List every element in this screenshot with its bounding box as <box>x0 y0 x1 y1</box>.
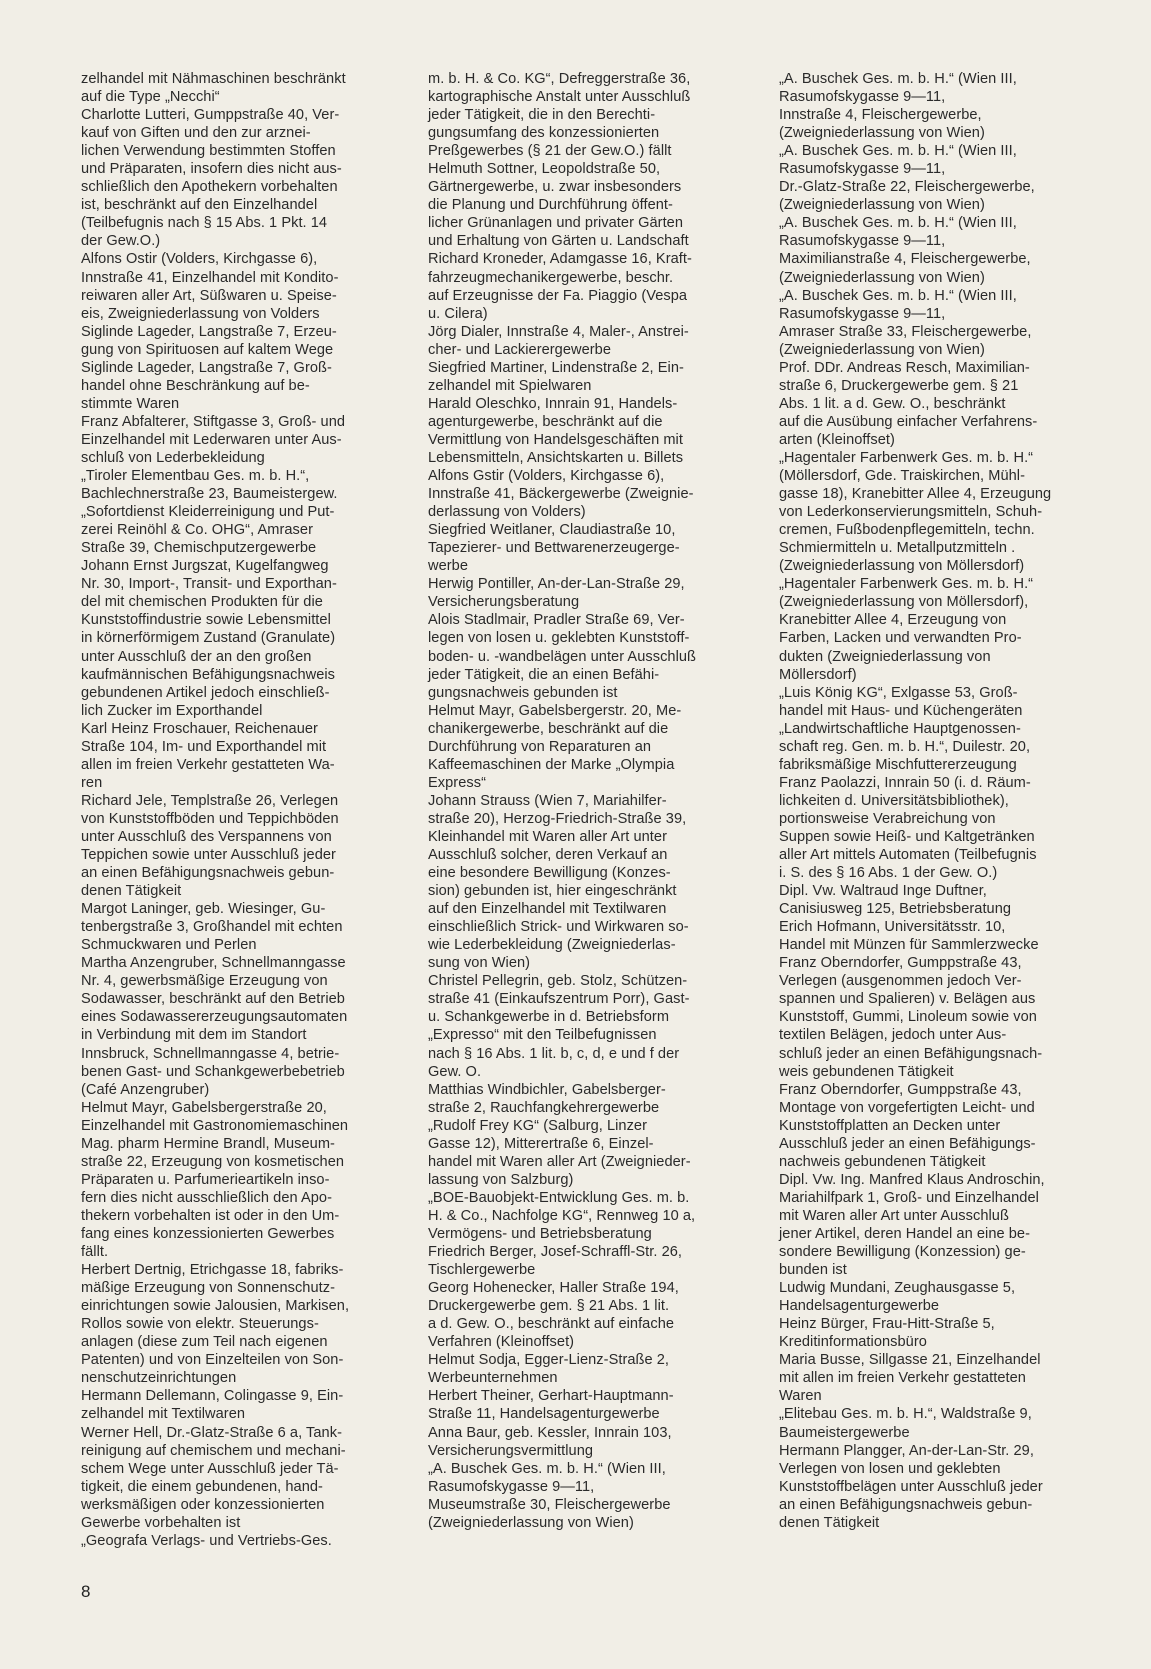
text-line: wie Lederbekleidung (Zweigniederlas- <box>428 937 676 954</box>
text-line: sung von Wien) <box>428 955 531 972</box>
text-line: fahrzeugmechanikergewerbe, beschr. <box>428 269 674 286</box>
text-line: Helmut Mayr, Gabelsbergerstr. 20, Me- <box>428 702 682 719</box>
text-line: Farben, Lacken und verwandten Pro- <box>779 630 1022 647</box>
text-line: Kunststoffindustrie sowie Lebensmittel <box>81 612 331 629</box>
text-line: Charlotte Lutteri, Gumppstraße 40, Ver- <box>81 107 340 124</box>
text-line: Kaffeemaschinen der Marke „Olympia <box>428 756 675 773</box>
text-line: (Zweigniederlassung von Möllersdorf), <box>779 594 1029 611</box>
text-line: lich Zucker im Exporthandel <box>81 702 263 719</box>
text-line: straße 20), Herzog-Friedrich-Straße 39, <box>428 810 687 827</box>
text-line: handel mit Haus- und Küchengeräten <box>779 702 1023 719</box>
text-line: auf die Ausübung einfacher Verfahrens- <box>779 413 1038 430</box>
text-line: kauf von Giften und den zur arznei- <box>81 125 311 142</box>
text-line: Museumstraße 30, Fleischergewerbe <box>428 1496 671 1513</box>
text-line: Heinz Bürger, Frau-Hitt-Straße 5, <box>779 1316 995 1333</box>
text-line: zerei Reinöhl & Co. OHG“, Amraser <box>81 522 313 539</box>
text-line: jeder Tätigkeit, die in den Berechti- <box>428 107 656 124</box>
text-line: Erich Hofmann, Universitätsstr. 10, <box>779 919 1006 936</box>
text-line: benen Gast- und Schankgewerbebetrieb <box>81 1063 345 1080</box>
text-line: mäßige Erzeugung von Sonnenschutz- <box>81 1280 335 1297</box>
text-line: „A. Buschek Ges. m. b. H.“ (Wien III, <box>779 71 1017 87</box>
text-line: Karl Heinz Froschauer, Reichenauer <box>81 720 318 737</box>
text-line: von Lederkonservierungsmitteln, Schuh- <box>779 504 1043 521</box>
text-line: u. Schankgewerbe in d. Betriebsform <box>428 1009 670 1026</box>
text-line: Amraser Straße 33, Fleischergewerbe, <box>779 323 1032 340</box>
text-line: lassung von Salzburg) <box>428 1171 574 1188</box>
text-line: dukten (Zweigniederlassung von <box>779 648 991 665</box>
text-line: a d. Gew. O., beschränkt auf einfache <box>428 1316 675 1333</box>
text-line: straße 22, Erzeugung von kosmetischen <box>81 1153 345 1170</box>
text-line: Innsbruck, Schnellmanngasse 4, betrie- <box>81 1045 340 1062</box>
text-line: tigkeit, die einem gebundenen, hand- <box>81 1478 323 1495</box>
text-line: Montage von vorgefertigten Leicht- und <box>779 1099 1035 1116</box>
text-line: (Zweigniederlassung von Möllersdorf) <box>779 558 1025 575</box>
text-line: werksmäßigen oder konzessionierten <box>81 1496 325 1513</box>
text-line: Schmiermitteln u. Metallputzmitteln . <box>779 540 1016 557</box>
text-line: die Planung und Durchführung öffent- <box>428 197 673 214</box>
text-line: „Elitebau Ges. m. b. H.“, Waldstraße 9, <box>779 1406 1032 1423</box>
text-line: Dr.-Glatz-Straße 22, Fleischergewerbe, <box>779 179 1035 196</box>
text-line: Matthias Windbichler, Gabelsberger- <box>428 1081 666 1098</box>
text-line: Innstraße 41, Bäckergewerbe (Zweignie- <box>428 486 694 503</box>
text-line: (Café Anzengruber) <box>81 1081 210 1098</box>
text-line: chanikergewerbe, beschränkt auf die <box>428 720 669 737</box>
text-line: Franz Oberndorfer, Gumppstraße 43, <box>779 1081 1022 1098</box>
text-line: Canisiusweg 125, Betriebsberatung <box>779 901 1012 918</box>
text-line: Verlegen (ausgenommen jedoch Ver- <box>779 973 1022 990</box>
text-line: jeder Tätigkeit, die an einen Befähi- <box>428 666 660 683</box>
text-line: gebundenen Artikel jedoch einschließ- <box>81 684 330 701</box>
text-line: Ausschluß solcher, deren Verkauf an <box>428 847 668 864</box>
text-line: Harald Oleschko, Innrain 91, Handels- <box>428 395 678 412</box>
text-line: „Luis König KG“, Exlgasse 53, Groß- <box>779 684 1018 701</box>
text-line: H. & Co., Nachfolge KG“, Rennweg 10 a, <box>428 1207 696 1224</box>
text-line: (Zweigniederlassung von Wien) <box>779 269 985 286</box>
text-line: agenturgewerbe, beschränkt auf die <box>428 413 663 430</box>
text-line: Einzelhandel mit Lederwaren unter Aus- <box>81 431 342 448</box>
text-line: Abs. 1 lit. a d. Gew. O., beschränkt <box>779 395 1006 412</box>
text-line: handel ohne Beschränkung auf be- <box>81 377 310 394</box>
text-line: Innstraße 41, Einzelhandel mit Kondito- <box>81 269 339 286</box>
text-line: an einen Befähigungsnachweis gebun- <box>81 865 335 882</box>
text-line: Schmuckwaren und Perlen <box>81 937 257 954</box>
text-line: Tapezierer- und Bettwarenerzeugerge- <box>428 540 680 557</box>
text-line: i. S. des § 16 Abs. 1 der Gew. O.) <box>779 865 998 882</box>
text-line: auf den Einzelhandel mit Textilwaren <box>428 901 667 918</box>
text-line: reinigung auf chemischem und mechani- <box>81 1442 346 1459</box>
text-line: ist, beschränkt auf den Einzelhandel <box>81 197 318 214</box>
text-line: zelhandel mit Spielwaren <box>428 377 592 394</box>
text-line: mit Waren aller Art unter Ausschluß <box>779 1207 1009 1224</box>
text-line: straße 6, Druckergewerbe gem. § 21 <box>779 377 1019 394</box>
text-line: Dipl. Vw. Waltraud Inge Duftner, <box>779 883 987 900</box>
text-line: schluß von Lederbekleidung <box>81 449 265 466</box>
text-line: und Erhaltung von Gärten u. Landschaft <box>428 233 689 250</box>
text-line: Johann Strauss (Wien 7, Mariahilfer- <box>428 792 667 809</box>
text-line: „A. Buschek Ges. m. b. H.“ (Wien III, <box>779 287 1017 304</box>
text-line: mit allen im freien Verkehr gestatteten <box>779 1370 1026 1387</box>
text-line: textilen Belägen, jedoch unter Aus- <box>779 1027 1007 1044</box>
text-line: Richard Kroneder, Adamgasse 16, Kraft- <box>428 251 692 268</box>
text-line: tenbergstraße 3, Großhandel mit echten <box>81 919 343 936</box>
text-line: Herwig Pontiller, An-der-Lan-Straße 29, <box>428 576 685 593</box>
text-line: derlassung von Volders) <box>428 504 586 521</box>
text-line: Kranebitter Allee 4, Erzeugung von <box>779 612 1007 629</box>
text-line: Richard Jele, Templstraße 26, Verlegen <box>81 792 339 809</box>
text-line: Möllersdorf) <box>779 666 857 683</box>
text-line: Suppen sowie Heiß- und Kaltgetränken <box>779 828 1035 845</box>
text-line: Herbert Dertnig, Etrichgasse 18, fabriks- <box>81 1262 344 1279</box>
text-line: Vermittlung von Handelsgeschäften mit <box>428 431 683 448</box>
text-line: Kleinhandel mit Waren aller Art unter <box>428 828 667 845</box>
text-line: fällt. <box>81 1244 109 1261</box>
text-line: allen im freien Verkehr gestatteten Wa- <box>81 756 335 773</box>
text-line: zelhandel mit Nähmaschinen beschränkt <box>81 71 346 87</box>
text-line: Maria Busse, Sillgasse 21, Einzelhandel <box>779 1352 1041 1369</box>
text-line: Teppichen sowie unter Ausschluß jeder <box>81 847 336 864</box>
text-line: kaufmännischen Befähigungsnachweis <box>81 666 336 683</box>
text-line: Rasumofskygasse 9—11, <box>779 89 946 106</box>
text-line: Helmut Mayr, Gabelsbergerstraße 20, <box>81 1099 327 1116</box>
text-line: Gewerbe vorbehalten ist <box>81 1514 241 1531</box>
text-line: cher- und Lackierergewerbe <box>428 341 612 358</box>
text-line: Preßgewerbes (§ 21 der Gew.O.) fällt <box>428 143 672 160</box>
text-line: „BOE-Bauobjekt-Entwicklung Ges. m. b. <box>428 1189 690 1206</box>
text-line: (Zweigniederlassung von Wien) <box>779 197 985 214</box>
text-line: Kreditinformationsbüro <box>779 1334 927 1351</box>
text-line: „A. Buschek Ges. m. b. H.“ (Wien III, <box>779 215 1017 232</box>
text-line: Tischlergewerbe <box>428 1262 536 1279</box>
text-line: Siglinde Lageder, Langstraße 7, Erzeu- <box>81 323 337 340</box>
text-line: an einen Befähigungsnachweis gebun- <box>779 1496 1033 1513</box>
text-line: Hermann Dellemann, Colingasse 9, Ein- <box>81 1388 344 1405</box>
text-line: Siglinde Lageder, Langstraße 7, Groß- <box>81 359 332 376</box>
text-line: Margot Laninger, geb. Wiesinger, Gu- <box>81 901 326 918</box>
text-line: (Teilbefugnis nach § 15 Abs. 1 Pkt. 14 <box>81 215 328 232</box>
text-line: Franz Abfalterer, Stiftgasse 3, Groß- und <box>81 413 346 430</box>
text-line: Herbert Theiner, Gerhart-Hauptmann- <box>428 1388 674 1405</box>
text-line: auf Erzeugnisse der Fa. Piaggio (Vespa <box>428 287 688 304</box>
text-line: Ludwig Mundani, Zeughausgasse 5, <box>779 1280 1016 1297</box>
text-line: Kunststoff, Gummi, Linoleum sowie von <box>779 1009 1037 1026</box>
text-line: Anna Baur, geb. Kessler, Innrain 103, <box>428 1424 672 1441</box>
text-line: „Hagentaler Farbenwerk Ges. m. b. H.“ <box>779 449 1034 466</box>
text-line: schließlich den Apothekern vorbehalten <box>81 179 338 196</box>
text-line: schluß jeder an einen Befähigungsnach- <box>779 1045 1043 1062</box>
text-line: denen Tätigkeit <box>81 883 182 900</box>
text-line: thekern vorbehalten ist oder in den Um- <box>81 1207 340 1224</box>
text-line: nenschutzeinrichtungen <box>81 1370 237 1387</box>
text-line: Christel Pellegrin, geb. Stolz, Schützen- <box>428 973 688 990</box>
text-line: fang eines konzessionierten Gewerbes <box>81 1226 335 1242</box>
text-line: lichen Verwendung bestimmten Stoffen <box>81 143 336 160</box>
text-line: Prof. DDr. Andreas Resch, Maximilian- <box>779 359 1030 376</box>
text-line: Mag. pharm Hermine Brandl, Museum- <box>81 1135 335 1152</box>
text-line: Druckergewerbe gem. § 21 Abs. 1 lit. <box>428 1298 670 1315</box>
text-line: Martha Anzengruber, Schnellmanngasse <box>81 955 346 972</box>
text-line: „Sofortdienst Kleiderreinigung und Put- <box>81 504 335 521</box>
text-line: (Zweigniederlassung von Wien) <box>779 341 985 358</box>
text-line: del mit chemischen Produkten für die <box>81 594 323 611</box>
text-line: Georg Hohenecker, Haller Straße 194, <box>428 1280 679 1297</box>
text-line: schem Wege unter Ausschluß jeder Tä- <box>81 1460 339 1477</box>
text-line: denen Tätigkeit <box>779 1514 880 1531</box>
text-line: Siegfried Martiner, Lindenstraße 2, Ein- <box>428 359 684 376</box>
text-line: bunden ist <box>779 1262 847 1279</box>
text-line: Handelsagenturgewerbe <box>779 1298 940 1315</box>
text-line: fern dies nicht ausschließlich den Apo- <box>81 1189 332 1206</box>
text-line: Sodawasser, beschränkt auf den Betrieb <box>81 991 345 1008</box>
text-line: Express“ <box>428 774 486 791</box>
text-line: Straße 104, Im- und Exporthandel mit <box>81 738 327 755</box>
text-line: Alois Stadlmair, Pradler Straße 69, Ver- <box>428 612 685 629</box>
text-line: (Möllersdorf, Gde. Traiskirchen, Mühl- <box>779 468 1026 485</box>
text-line: „Hagentaler Farbenwerk Ges. m. b. H.“ <box>779 576 1034 593</box>
text-line: reiwaren aller Art, Süßwaren u. Speise- <box>81 287 337 304</box>
text-line: Ausschluß jeder an einen Befähigungs- <box>779 1135 1036 1152</box>
text-column-middle <box>428 70 754 1532</box>
text-line: gungsnachweis gebunden ist <box>428 684 618 701</box>
text-line: Kunststoffplatten an Decken unter <box>779 1117 1001 1134</box>
text-line: Jörg Dialer, Innstraße 4, Maler-, Anstrei- <box>428 323 689 340</box>
text-line: Waren <box>779 1388 822 1405</box>
text-line: portionsweise Verabreichung von <box>779 810 996 827</box>
text-line: m. b. H. & Co. KG“, Defreggerstraße 36, <box>428 71 691 87</box>
text-line: spannen und Spalieren) v. Belägen aus <box>779 991 1036 1008</box>
text-line: straße 2, Rauchfangkehrergewerbe <box>428 1099 660 1116</box>
text-line: Alfons Gstir (Volders, Kirchgasse 6), <box>428 468 665 485</box>
text-line: nach § 16 Abs. 1 lit. b, c, d, e und f der <box>428 1045 680 1062</box>
text-line: nachweis gebundenen Tätigkeit <box>779 1153 986 1170</box>
text-line: handel mit Waren aller Art (Zweignieder- <box>428 1153 691 1170</box>
text-line: Einzelhandel mit Gastronomiemaschinen <box>81 1117 349 1134</box>
text-line: schaft reg. Gen. m. b. H.“, Duilestr. 20, <box>779 738 1031 755</box>
text-line: Gärtnergewerbe, u. zwar insbesonders <box>428 179 682 196</box>
text-line: zelhandel mit Textilwaren <box>81 1406 246 1423</box>
text-line: Durchführung von Reparaturen an <box>428 738 652 755</box>
text-line: Straße 39, Chemischputzergewerbe <box>81 540 317 557</box>
text-line: Dipl. Vw. Ing. Manfred Klaus Androschin, <box>779 1171 1045 1188</box>
text-line: unter Ausschluß der an den großen <box>81 648 312 665</box>
text-line: von Kunststoffböden und Teppichböden <box>81 810 339 827</box>
text-line: Versicherungsberatung <box>428 594 580 611</box>
text-line: Hermann Plangger, An-der-Lan-Str. 29, <box>779 1442 1034 1459</box>
text-line: Franz Paolazzi, Innrain 50 (i. d. Räum- <box>779 774 1031 791</box>
text-line: cremen, Fußbodenpflegemitteln, techn. <box>779 522 1035 539</box>
text-line: Friedrich Berger, Josef-Schraffl-Str. 26, <box>428 1244 683 1261</box>
text-line: Werner Hell, Dr.-Glatz-Straße 6 a, Tank- <box>81 1424 342 1441</box>
text-line: werbe <box>428 558 468 575</box>
text-line: Verfahren (Kleinoffset) <box>428 1334 575 1351</box>
text-line: anlagen (diese zum Teil nach eigenen <box>81 1334 328 1351</box>
text-line: Rasumofskygasse 9—11, <box>428 1478 595 1495</box>
page-number: 8 <box>81 1582 91 1601</box>
text-line: „Geografa Verlags- und Vertriebs-Ges. <box>81 1532 332 1549</box>
text-line: stimmte Waren <box>81 395 180 412</box>
text-line: weis gebundenen Tätigkeit <box>779 1063 954 1080</box>
text-line: sondere Bewilligung (Konzession) ge- <box>779 1244 1026 1261</box>
text-line: der Gew.O.) <box>81 233 161 250</box>
text-line: straße 41 (Einkaufszentrum Porr), Gast- <box>428 991 690 1008</box>
text-line: eis, Zweigniederlassung von Volders <box>81 305 320 322</box>
text-line: jener Artikel, deren Handel an eine be- <box>779 1226 1031 1242</box>
text-line: Mariahilfpark 1, Groß- und Einzelhandel <box>779 1189 1039 1206</box>
text-line: Johann Ernst Jurgszat, Kugelfangweg <box>81 558 329 575</box>
text-line: Helmut Sodja, Egger-Lienz-Straße 2, <box>428 1352 670 1369</box>
text-line: Maximilianstraße 4, Fleischergewerbe, <box>779 251 1031 268</box>
text-line: Nr. 4, gewerbsmäßige Erzeugung von <box>81 973 328 990</box>
text-line: unter Ausschluß des Verspannens von <box>81 828 332 845</box>
text-line: (Zweigniederlassung von Wien) <box>428 1514 634 1531</box>
text-line: Präparaten u. Parfumerieartikeln inso- <box>81 1171 330 1188</box>
text-line: lichkeiten d. Universitätsbibliothek), <box>779 792 1009 809</box>
text-column-left <box>81 70 408 1550</box>
text-line: legen von losen u. geklebten Kunststoff- <box>428 630 690 647</box>
text-line: „Landwirtschaftliche Hauptgenossen- <box>779 720 1021 737</box>
text-line: Gasse 12), Mitterertraße 6, Einzel- <box>428 1135 654 1152</box>
text-line: Helmuth Sottner, Leopoldstraße 50, <box>428 161 661 178</box>
text-line: Baumeistergewerbe <box>779 1424 910 1441</box>
text-line: Rollos sowie von elektr. Steuerungs- <box>81 1316 319 1333</box>
text-line: Vermögens- und Betriebsberatung <box>428 1226 652 1242</box>
text-line: gung von Spirituosen auf kaltem Wege <box>81 341 334 358</box>
text-line: Franz Oberndorfer, Gumppstraße 43, <box>779 955 1022 972</box>
text-line: eine besondere Bewilligung (Konzes- <box>428 865 671 882</box>
text-line: Handel mit Münzen für Sammlerzwecke <box>779 937 1039 954</box>
text-line: Rasumofskygasse 9—11, <box>779 161 946 178</box>
text-column-right <box>779 70 1107 1532</box>
text-line: gasse 18), Kranebitter Allee 4, Erzeugung <box>779 486 1052 503</box>
text-line: kartographische Anstalt unter Ausschluß <box>428 89 691 106</box>
text-line: gungsumfang des konzessionierten <box>428 125 660 142</box>
text-line: u. Cilera) <box>428 305 488 322</box>
text-line: Rasumofskygasse 9—11, <box>779 233 946 250</box>
text-line: in Verbindung mit dem im Standort <box>81 1027 307 1044</box>
text-line: ren <box>81 774 103 791</box>
text-line: (Zweigniederlassung von Wien) <box>779 125 985 142</box>
text-line: Bachlechnerstraße 23, Baumeistergew. <box>81 486 338 503</box>
text-line: fabriksmäßige Mischfuttererzeugung <box>779 756 1017 773</box>
text-line: Versicherungsvermittlung <box>428 1442 594 1459</box>
text-line: arten (Kleinoffset) <box>779 431 895 448</box>
text-line: „Tiroler Elementbau Ges. m. b. H.“, <box>81 468 310 485</box>
text-line: Lebensmitteln, Ansichtskarten u. Billets <box>428 449 684 466</box>
text-line: „A. Buschek Ges. m. b. H.“ (Wien III, <box>779 143 1017 160</box>
text-line: Verlegen von losen und geklebten <box>779 1460 1001 1477</box>
text-line: Siegfried Weitlaner, Claudiastraße 10, <box>428 522 676 539</box>
text-line: aller Art mittels Automaten (Teilbefugnis <box>779 847 1037 864</box>
text-line: Nr. 30, Import-, Transit- und Exporthan- <box>81 576 337 593</box>
text-line: in körnerförmigem Zustand (Granulate) <box>81 630 336 647</box>
text-line: „Expresso“ mit den Teilbefugnissen <box>428 1027 657 1044</box>
text-line: boden- u. -wandbelägen unter Ausschluß <box>428 648 697 665</box>
text-line: und Präparaten, insofern dies nicht aus- <box>81 161 342 178</box>
text-line: Werbeunternehmen <box>428 1370 558 1387</box>
text-line: auf die Type „Necchi“ <box>81 89 220 106</box>
text-line: Innstraße 4, Fleischergewerbe, <box>779 107 982 124</box>
text-line: Kunststoffbelägen unter Ausschluß jeder <box>779 1478 1043 1495</box>
text-line: eines Sodawassererzeugungsautomaten <box>81 1009 348 1026</box>
text-line: „Rudolf Frey KG“ (Salburg, Linzer <box>428 1117 648 1134</box>
text-line: Patenten) und von Einzelteilen von Son- <box>81 1352 344 1369</box>
text-line: einrichtungen sowie Jalousien, Markisen, <box>81 1298 350 1315</box>
text-line: Gew. O. <box>428 1063 482 1080</box>
text-line: licher Grünanlagen und privater Gärten <box>428 215 684 232</box>
text-line: sion) gebunden ist, hier eingeschränkt <box>428 883 677 900</box>
text-line: einschließlich Strick- und Wirkwaren so- <box>428 919 689 936</box>
text-line: Rasumofskygasse 9—11, <box>779 305 946 322</box>
text-line: „A. Buschek Ges. m. b. H.“ (Wien III, <box>428 1460 666 1477</box>
text-line: Straße 11, Handelsagenturgewerbe <box>428 1406 660 1423</box>
text-line: Alfons Ostir (Volders, Kirchgasse 6), <box>81 251 318 268</box>
